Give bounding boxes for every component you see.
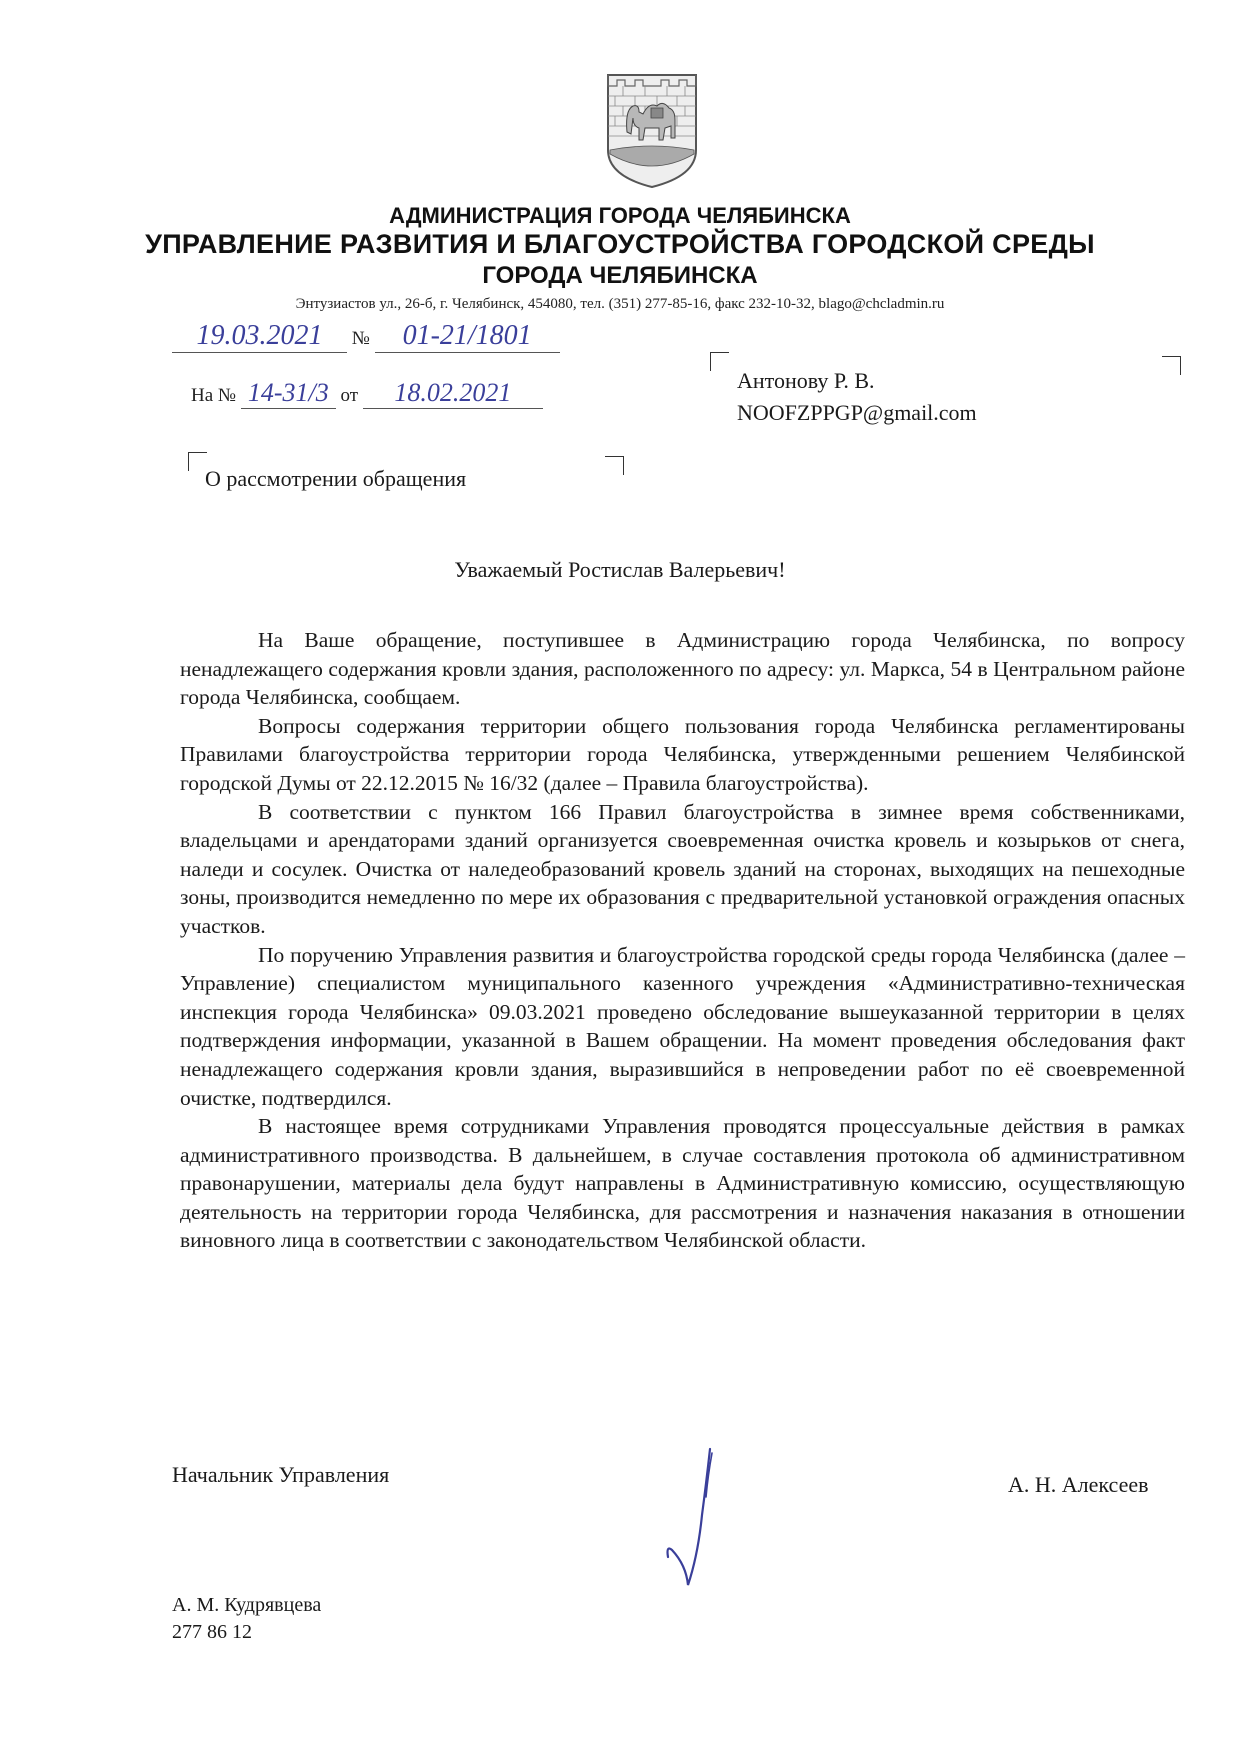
handwritten-signature-icon (652, 1445, 732, 1595)
body-paragraph: На Ваше обращение, поступившее в Администрацию города Челябинска, по вопросу ненадлежащего содержания кровли здания, расположенного по адресу: ул. Маркса, 54 в Центральном районе города Челябинска, сообщаем. (180, 628, 1185, 710)
body-paragraph: По поручению Управления развития и благоустройства городской среды города Челябинска (далее – Управление) специалистом муниципального казенного учреждения «Административно-техническая инспекция города Челябинска» 09.03.2021 проведено обследование вышеуказанной территории в целях подтверждения информации, указанной в Вашем обращении. На момент проведения обследования факт ненадлежащего содержания кровли здания, выразившийся в непроведении работ по её своевременной очистке, подтвердился. (180, 942, 1185, 1110)
header-city: ГОРОДА ЧЕЛЯБИНСКА (482, 262, 758, 289)
body-paragraph: Вопросы содержания территории общего пользования города Челябинска регламентированы Правилами благоустройства территории города Челябинска, утвержденными решением Челябинской городской Думы от 22.12.2015 № 16/32 (далее – Правила благоустройства). (180, 713, 1185, 795)
subject-corner-right (605, 456, 624, 475)
reply-row (191, 378, 543, 409)
body-paragraph: В настоящее время сотрудниками Управления проводятся процессуальные действия в рамках административного производства. В дальнейшем, в случае составления протокола об административном правонарушении, материалы дела будут направлены в Административную комиссию, осуществляющую деятельность на территории города Челябинска, для рассмотрения и назначения наказания в отношении виновного лица в соответствии с законодательством Челябинской области. (180, 1114, 1185, 1253)
registration-number-label: № (351, 328, 370, 349)
signature-position: Начальник Управления (172, 1462, 390, 1487)
executor-block (172, 1592, 321, 1646)
subject-line: О рассмотрении обращения (205, 466, 467, 491)
header-address: Энтузиастов ул., 26-б, г. Челябинск, 454080, тел. (351) 277-85-16, факс 232-10-32, blago@chcladmin.ru (295, 296, 945, 312)
reply-label: На № (191, 385, 237, 406)
executor-name: А. М. Кудрявцева (172, 1594, 322, 1616)
greeting: Уважаемый Ростислав Валерьевич! (454, 557, 786, 582)
executor-phone: 277 86 12 (172, 1621, 252, 1643)
registration-number: 01-21/1801 (375, 320, 560, 353)
reply-from-label: от (340, 385, 359, 406)
recipient-block (737, 365, 977, 429)
header-department: УПРАВЛЕНИЕ РАЗВИТИЯ И БЛАГОУСТРОЙСТВА ГОРОДСКОЙ СРЕДЫ (145, 229, 1095, 259)
chelyabinsk-coat-of-arms-icon (605, 72, 699, 190)
header-administration: АДМИНИСТРАЦИЯ ГОРОДА ЧЕЛЯБИНСКА (389, 203, 851, 228)
letter-body (180, 626, 1185, 1255)
registration-date: 19.03.2021 (172, 320, 347, 353)
recipient-corner-left (710, 352, 729, 371)
reply-date: 18.02.2021 (363, 378, 543, 409)
registration-row (172, 320, 560, 353)
recipient-email: NOOFZPPGP@gmail.com (737, 400, 977, 425)
recipient-corner-right (1162, 356, 1181, 375)
body-paragraph: В соответствии с пунктом 166 Правил благоустройства в зимнее время собственниками, владельцами и арендаторами зданий организуется своевременная очистка кровель и козырьков от снега, наледи и сосулек. Очистка от наледеобразований кровель зданий на сторонах, выходящих на пешеходные зоны, производится немедленно по мере их образования с предварительной установкой ограждения опасных участков. (180, 799, 1185, 938)
signature-name: А. Н. Алексеев (1008, 1472, 1149, 1497)
reply-number: 14-31/3 (241, 378, 336, 409)
recipient-name: Антонову Р. В. (737, 368, 875, 393)
